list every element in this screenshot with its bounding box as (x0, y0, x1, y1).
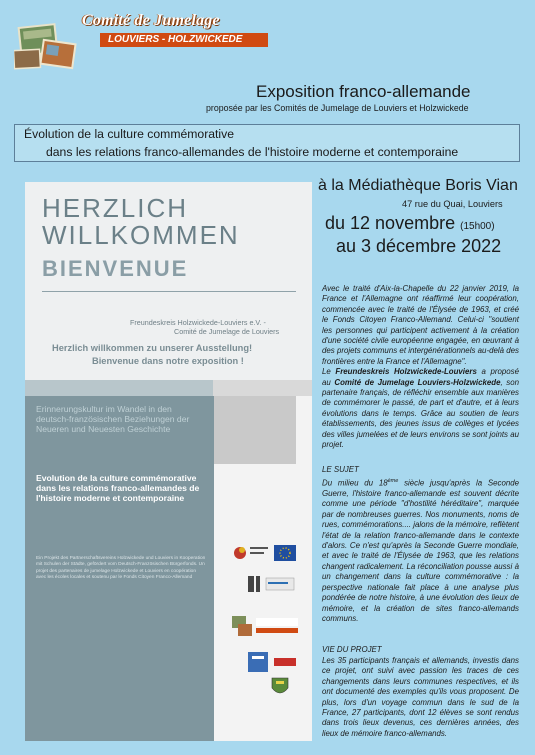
poster-welcome-fr: Bienvenue dans notre exposition ! (92, 356, 244, 366)
eu-fund-logo-icon (232, 542, 298, 564)
intro-p2-c: , son partenaire français, de réfléchir ensemble aux manières de commémorer le passé, de part et d'autre, et à leurs évolutions dans le temps. Grâce au soutien de leurs établissements, des jeunes issus de collèges et lycées des villes jumelées et de leurs environs se sont joints au projet. (322, 377, 519, 450)
intro-text (322, 284, 519, 451)
theme-line-2: dans les relations franco-allemandes de l'histoire moderne et contemporaine (46, 145, 459, 159)
poster-comite: Comité de Jumelage de Louviers (174, 327, 280, 336)
poster-bienvenue: BIENVENUE (42, 256, 189, 281)
sujet-text (322, 476, 519, 624)
comite-jumelage-logo-icon (230, 612, 300, 640)
poster-title-de: Erinnerungskultur im Wandel in den deutsch-französischen Beziehungen der Neueren und Neuesten Geschichte (36, 404, 190, 434)
intro-paragraph-1: Avec le traité d'Aix-la-Chapelle du 22 janvier 2019, la France et l'Allemagne ont réaffirmé leur coopération, commencée avec le traité de l'Élysée de 1963, et créé le Fonds Citoyen Franco-Allemand. Celui-ci "soutient les personnes qui participent activement à la création d'une société civile européenne engagée, en œuvrant à des projets communs et intergénérationnels au-delà des frontières entre la France et l'Allemagne". (322, 284, 519, 366)
exhibition-subtitle: proposée par les Comités de Jumelage de Louviers et Holzwickede (206, 103, 469, 113)
date-to: au 3 décembre 2022 (336, 236, 502, 256)
poster-divider (42, 291, 296, 292)
theme-line-1: Évolution de la culture commémorative (24, 127, 234, 141)
club-logo-image (14, 8, 92, 70)
venue-name: à la Médiathèque Boris Vian (318, 177, 518, 194)
poster-small-de: Ein Projekt des Partnerschaftsvereins Holzwickede und Louviers in Kooperation mit Schulen der Städte, gefördert vom Deutsch-Französischen Bürgerfonds. (36, 556, 206, 568)
poster-small-fr: Un projet des partenaires de jumelage Holzwickede et Louviers en coopération avec les écoles locales et soutenu par le Fonds Citoyen Franco-Allemand (36, 562, 205, 581)
club-cities: LOUVIERS - HOLZWICKEDE (108, 34, 243, 45)
poster-herzlich: HERZLICH (42, 193, 189, 223)
vie-heading: VIE DU PROJET (322, 645, 382, 654)
poster-small-print (36, 556, 206, 582)
sujet-heading: LE SUJET (322, 465, 359, 474)
poster-freundeskreis: Freundeskreis Holzwickede-Louviers e.V. - (130, 318, 266, 327)
sujet-text-b: siècle jusqu'après la Seconde Guerre, l'histoire franco-allemande est souvent décrite comme une période "d'hostilité héréditaire", marquée par de nombreuses guerres. Nos monuments, noms de rues, commémorations.... jalons de la mémoire, reflètent l'état de la relation franco-allemande dans le contexte d'alors. Ce n'est qu'après la Seconde Guerre mondiale, et avec le traité de l'Élysée de 1963, que les relations changent radicalement. La réconciliation pousse aussi à un changement dans la culture commémorative : la perspective nationale fait place à une analyse plus pondérée de notre histoire, à une évolution des lieux de mémoire, et la création de sites franco-allemands communs. (322, 478, 520, 623)
poster-welcome-de: Herzlich willkommen zu unserer Ausstellung! (52, 343, 253, 353)
poster-title-fr: Evolution de la culture commémorative dans les relations franco-allemandes de l'histoire moderne et contemporaine (36, 473, 200, 503)
intro-p2-freundeskreis: Freundeskreis Holzwickede-Louviers (335, 367, 477, 377)
date-from (325, 213, 495, 234)
sujet-sup: ème (387, 478, 399, 484)
poster-grey-block (214, 396, 296, 464)
sujet-text-a: Du milieu du 18 (322, 478, 388, 488)
exhibition-title: Exposition franco-allemande (256, 82, 471, 101)
intro-p2-comite: Comité de Jumelage Louviers-Holzwickede (334, 377, 501, 387)
holzwickede-crest-icon (270, 676, 290, 698)
vie-text: Les 35 participants français et allemands, investis dans ce projet, ont suivi avec passion les traces de ces changements dans leurs communes respectives, et ils ont documenté des exemples qu'ils vous proposent. De plus, lors d'un voyage commun dans le sud de la France, 27 participants, dont 12 élèves se sont rendus dans trois lieux devenus, ces dernières années, des lieux de mémoire franco-allemands. (322, 656, 519, 738)
date-from-text: du 12 novembre (325, 213, 456, 233)
partner-logos-icon (248, 574, 298, 596)
louviers-logo-icon (248, 650, 298, 678)
poster-willkommen: WILLKOMMEN (42, 220, 240, 250)
poster-band (25, 380, 213, 396)
venue-address: 47 rue du Quai, Louviers (402, 199, 503, 209)
club-name: Comité de Jumelage (82, 12, 220, 29)
date-from-time: (15h00) (460, 221, 495, 232)
intro-p2-a: Le (322, 367, 336, 377)
poster-band-right (213, 380, 312, 396)
intro-p2-b: a proposé au (322, 367, 519, 387)
club-cities-banner (100, 33, 268, 47)
